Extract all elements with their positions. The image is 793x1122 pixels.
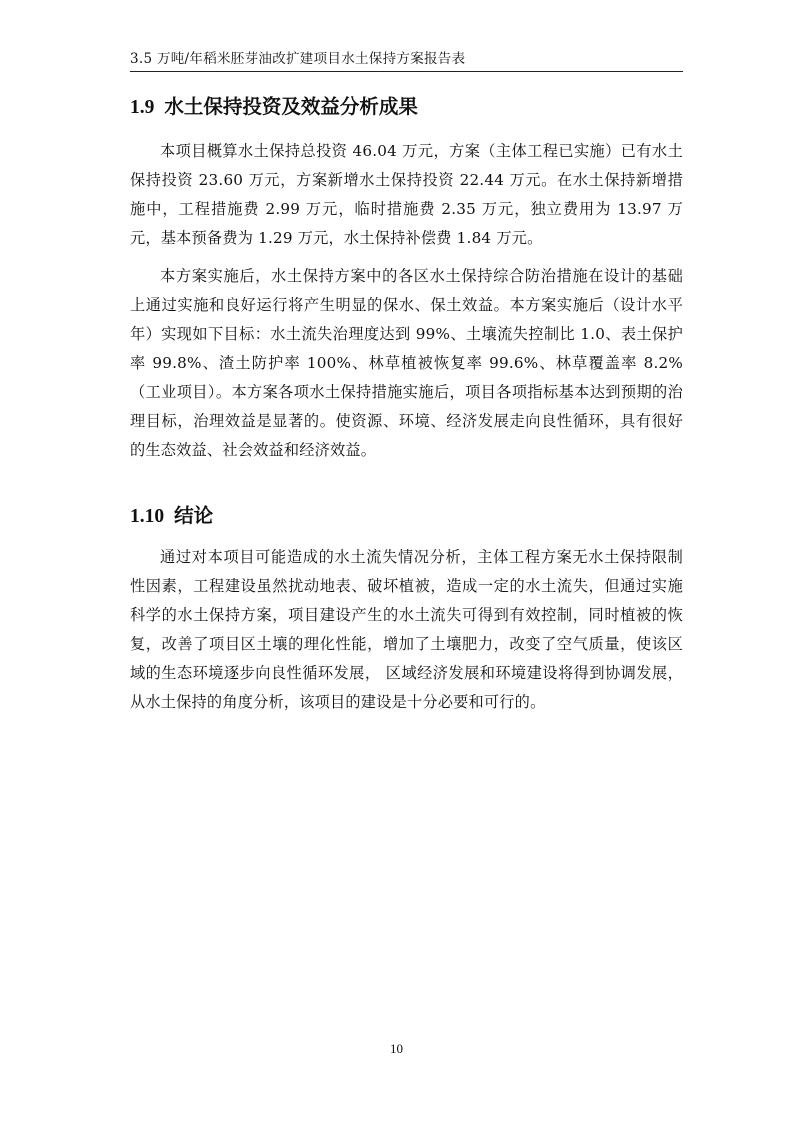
section-number: 1.9: [130, 97, 155, 118]
header-divider: [130, 71, 683, 72]
running-header: 3.5 万吨/年稻米胚芽油改扩建项目水土保持方案报告表: [130, 51, 466, 67]
section-title: 水土保持投资及效益分析成果: [164, 95, 418, 118]
paragraph-benefits: 本方案实施后，水土保持方案中的各区水土保持综合防治措施在设计的基础上通过实施和良好运行将产生明显的保水、保土效益。本方案实施后（设计水平年）实现如下目标：水土流失治理度达到 99%、土壤流失控制比 1.0、表土保护率 99.8%、渣土防护率 100%、林草植被恢复率 99.6%、林草覆盖率 8.2%（工业项目）。本方案各项水土保持措施实施后，项目各项指标基本达到预期的治理目标，治理效益是显著的。使资源、环境、经济发展走向良性循环，具有很好的生态效益、社会效益和经济效益。: [130, 267, 683, 459]
paragraph-conclusion: 通过对本项目可能造成的水土流失情况分析，主体工程方案无水土保持限制性因素，工程建设虽然扰动地表、破坏植被，造成一定的水土流失，但通过实施科学的水土保持方案，项目建设产生的水土流失可得到有效控制，同时植被的恢复，改善了项目区土壤的理化性能，增加了土壤肥力，改变了空气质量，使该区域的生态环境逐步向良性循环发展， 区域经济发展和环境建设将得到协调发展，从水土保持的角度分析，该项目的建设是十分必要和可行的。: [130, 548, 683, 711]
page-number: 10: [390, 1041, 403, 1056]
section-heading-1-9: [130, 94, 418, 121]
section-title: 结论: [174, 504, 214, 527]
section-number: 1.10: [130, 506, 165, 527]
section-heading-1-10: [130, 503, 213, 530]
paragraph-investment: 本项目概算水土保持总投资 46.04 万元，方案（主体工程已实施）已有水土保持投资 23.60 万元，方案新增水土保持投资 22.44 万元。在水土保持新增措施中，工程措施费 2.99 万元，临时措施费 2.35 万元，独立费用为 13.97 万元，基本预备费为 1.29 万元，水土保持补偿费 1.84 万元。: [130, 142, 683, 247]
